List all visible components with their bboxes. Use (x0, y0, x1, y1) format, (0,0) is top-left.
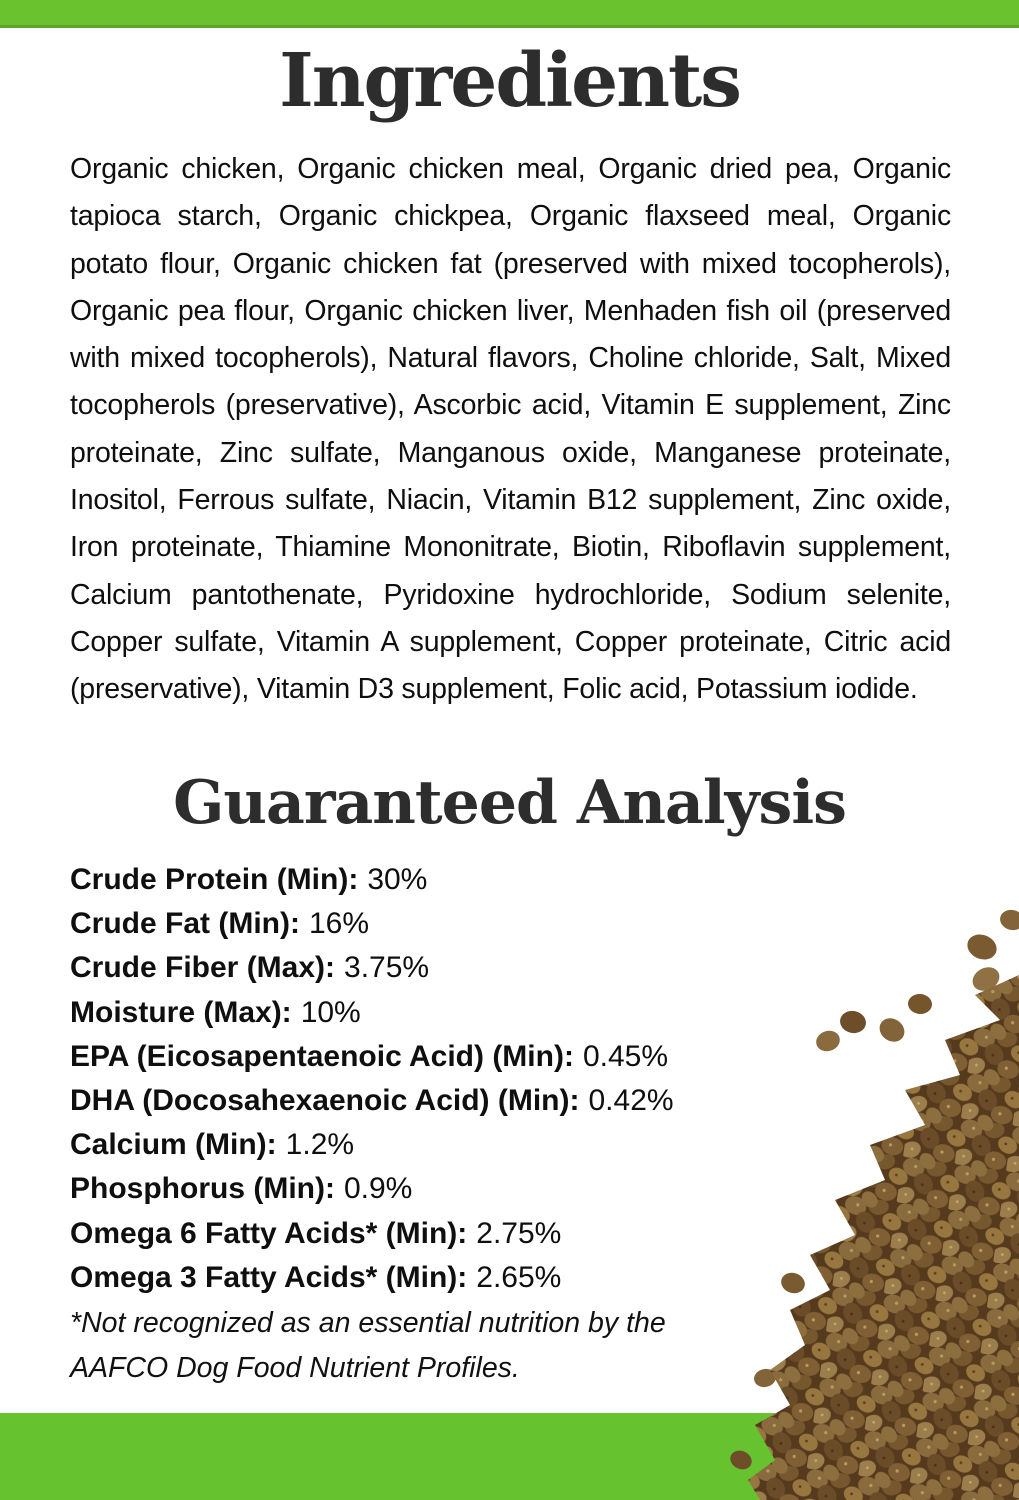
analysis-value: 30% (367, 863, 428, 897)
analysis-label: Calcium (Min): (70, 1128, 277, 1162)
analysis-row-epa (70, 1035, 770, 1079)
analysis-label: Crude Protein (Min): (70, 863, 359, 897)
analysis-row-phosphorus (70, 1167, 770, 1211)
analysis-value: 10% (300, 995, 361, 1029)
analysis-value: 16% (308, 907, 370, 941)
ingredients-text: Organic chicken, Organic chicken meal, Organic dried pea, Organic tapioca starch, Organic chickpea, Organic flaxseed meal, Organic potato flour, Organic chicken fat (preserved with mixed tocopherols), Organic pea flour, Organic chicken liver, Menhaden fish oil (preserved with mixed tocopherols), Natural flavors, Choline chloride, Salt, Mixed tocopherols (preservative), Ascorbic acid, Vitamin E supplement, Zinc proteinate, Zinc sulfate, Manganous oxide, Manganese proteinate, Inositol, Ferrous sulfate, Niacin, Vitamin B12 supplement, Zinc oxide, Iron proteinate, Thiamine Mononitrate, Biotin, Riboflavin supplement, Calcium pantothenate, Pyridoxine hydrochloride, Sodium selenite, Copper sulfate, Vitamin A supplement, Copper proteinate, Citric acid (preservative), Vitamin D3 supplement, Folic acid, Potassium iodide. (70, 153, 951, 706)
analysis-label: Omega 3 Fatty Acids* (Min): (70, 1260, 468, 1294)
analysis-row-omega3 (70, 1256, 770, 1300)
analysis-label: Crude Fat (Min): (70, 907, 300, 941)
analysis-value: 0.45% (582, 1039, 669, 1073)
top-green-bar (0, 0, 1019, 28)
analysis-value: 1.2% (285, 1128, 355, 1162)
kibble-pile-image (729, 900, 1019, 1500)
analysis-value: 0.42% (588, 1084, 674, 1118)
aafco-footnote: *Not recognized as an essential nutrition by the AAFCO Dog Food Nutrient Profiles. (70, 1307, 666, 1384)
analysis-row-calcium (70, 1123, 770, 1167)
analysis-label: Moisture (Max): (70, 995, 292, 1029)
analysis-row-moisture (70, 991, 770, 1035)
analysis-value: 2.75% (476, 1216, 562, 1250)
ingredients-title: Ingredients (279, 38, 740, 124)
analysis-value: 3.75% (344, 951, 430, 985)
guaranteed-analysis-title: Guaranteed Analysis (173, 768, 846, 838)
guaranteed-analysis-list (70, 858, 770, 1300)
analysis-row-crude-protein (70, 858, 770, 902)
analysis-label: EPA (Eicosapentaenoic Acid) (Min): (70, 1039, 574, 1073)
analysis-row-omega6 (70, 1212, 770, 1256)
analysis-row-crude-fat (70, 902, 770, 946)
analysis-label: DHA (Docosahexaenoic Acid) (Min): (70, 1084, 580, 1118)
analysis-row-crude-fiber (70, 946, 770, 990)
analysis-label: Omega 6 Fatty Acids* (Min): (70, 1216, 468, 1250)
analysis-label: Crude Fiber (Max): (70, 951, 336, 985)
analysis-label: Phosphorus (Min): (70, 1172, 335, 1206)
analysis-row-dha (70, 1079, 770, 1123)
analysis-value: 2.65% (476, 1260, 562, 1294)
analysis-value: 0.9% (343, 1172, 413, 1206)
kibble-pile-mass (748, 975, 1019, 1500)
